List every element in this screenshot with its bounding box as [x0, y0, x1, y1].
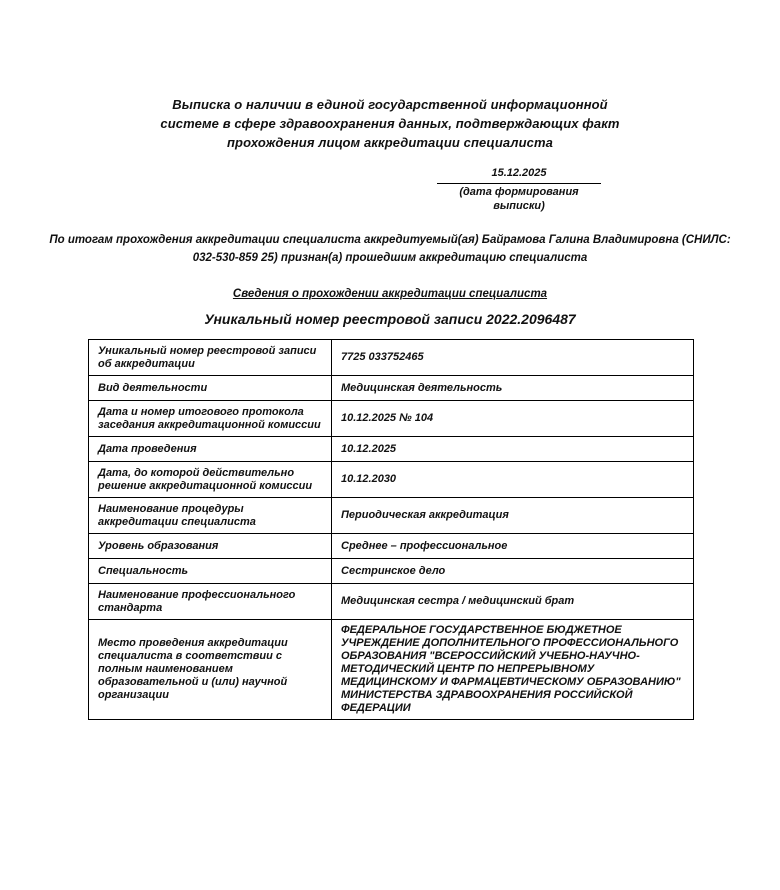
document-title — [0, 95, 780, 152]
field-value-cell: 10.12.2025 № 104 — [332, 401, 694, 437]
section-heading: Сведения о прохождении аккредитации специалиста — [232, 288, 548, 300]
table-row — [89, 534, 694, 559]
formation-date-value: 15.12.2025 — [437, 166, 601, 184]
summary-line: 032-530-859 25) признан(а) прошедшим аккредитацию специалиста — [192, 252, 588, 264]
field-value-cell: 7725 033752465 — [332, 340, 694, 376]
field-value-cell: Периодическая аккредитация — [332, 498, 694, 534]
field-label-cell: Наименование процедуры аккредитации специалиста — [89, 498, 332, 534]
field-label-cell: Наименование профессионального стандарта — [89, 584, 332, 620]
field-value-cell: 10.12.2030 — [332, 462, 694, 498]
table-row — [89, 437, 694, 462]
document-title-line: системе в сфере здравоохранения данных, подтверждающих факт — [160, 116, 620, 131]
field-value-cell: Сестринское дело — [332, 559, 694, 584]
field-value-cell: Среднее – профессиональное — [332, 534, 694, 559]
field-label-cell: Уровень образования — [89, 534, 332, 559]
field-value-cell: ФЕДЕРАЛЬНОЕ ГОСУДАРСТВЕННОЕ БЮДЖЕТНОЕ УЧРЕЖДЕНИЕ ДОПОЛНИТЕЛЬНОГО ПРОФЕССИОНАЛЬНОГО ОБРАЗОВАНИЯ "ВСЕРОССИЙСКИЙ УЧЕБНО-НАУЧНО-МЕТОДИЧЕСКИЙ ЦЕНТР ПО НЕПРЕРЫВНОМУ МЕДИЦИНСКОМУ И ФАРМАЦЕВТИЧЕСКОМУ ОБРАЗОВАНИЮ" МИНИСТЕРСТВА ЗДРАВООХРАНЕНИЯ РОССИЙСКОЙ ФЕДЕРАЦИИ — [332, 620, 694, 720]
field-value-cell: Медицинская деятельность — [332, 376, 694, 401]
table-row — [89, 584, 694, 620]
table-row — [89, 498, 694, 534]
field-value-cell: 10.12.2025 — [332, 437, 694, 462]
registry-number-heading: Уникальный номер реестровой записи 2022.2096487 — [204, 311, 576, 327]
summary-paragraph — [0, 231, 780, 267]
field-value-cell: Медицинская сестра / медицинский брат — [332, 584, 694, 620]
field-label-cell: Дата и номер итогового протокола заседания аккредитационной комиссии — [89, 401, 332, 437]
formation-date-caption: (дата формирования выписки) — [459, 186, 579, 212]
field-label-cell: Специальность — [89, 559, 332, 584]
document-title-line: прохождения лицом аккредитации специалиста — [227, 135, 553, 150]
field-label-cell: Уникальный номер реестровой записи об аккредитации — [89, 340, 332, 376]
field-label-cell: Место проведения аккредитации специалиста в соответствии с полным наименованием образовательной и (или) научной организации — [89, 620, 332, 720]
table-row — [89, 401, 694, 437]
accreditation-table — [88, 339, 694, 720]
document-title-line: Выписка о наличии в единой государственной информационной — [172, 97, 608, 112]
table-row — [89, 620, 694, 720]
table-row — [89, 376, 694, 401]
formation-date-block — [437, 166, 601, 213]
table-row — [89, 340, 694, 376]
table-row — [89, 559, 694, 584]
field-label-cell: Вид деятельности — [89, 376, 332, 401]
field-label-cell: Дата, до которой действительно решение аккредитационной комиссии — [89, 462, 332, 498]
field-label-cell: Дата проведения — [89, 437, 332, 462]
table-row — [89, 462, 694, 498]
summary-line: По итогам прохождения аккредитации специалиста аккредитуемый(ая) Байрамова Галина Владимировна (СНИЛС: — [49, 234, 731, 246]
